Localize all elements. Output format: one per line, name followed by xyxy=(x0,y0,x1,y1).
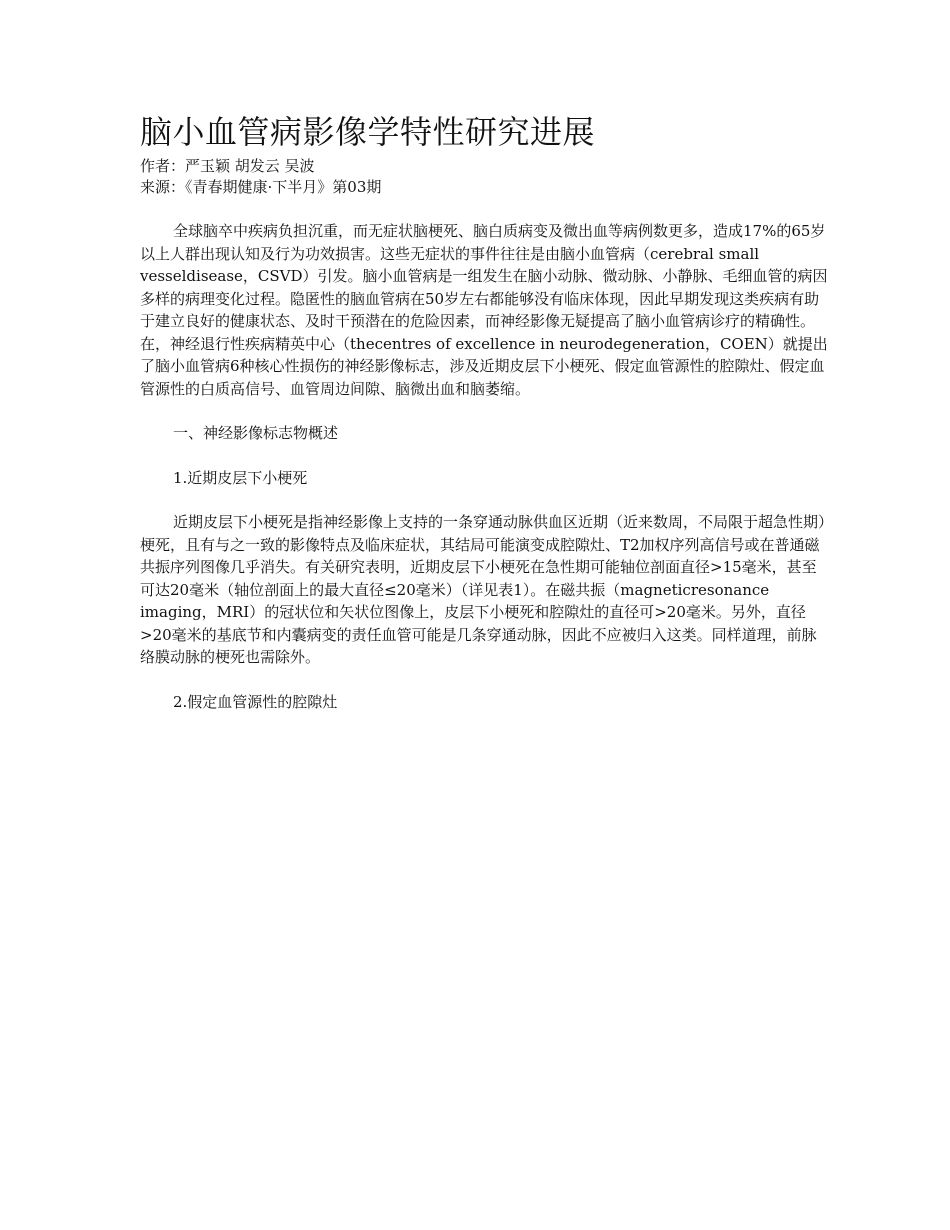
subsection-heading-lacunes: 2.假定血管源性的腔隙灶 xyxy=(173,692,338,711)
source-line: 来源：《青春期健康·下半月》第03期 xyxy=(140,178,382,196)
intro-paragraph: 全球脑卒中疾病负担沉重，而无症状脑梗死、脑白质病变及微出血等病例数更多，造成17%的65岁以上人群出现认知及行为功效损害。这些无症状的事件往往是由脑小血管病（cerebral small vesseldisease，CSVD）引发。脑小血管病是一组发生在脑小动脉、微动脉、小静脉、毛细血管的病因多样的病理变化过程。隐匿性的脑血管病在50岁左右都能够没有临床体现，因此早期发现这类疾病有助于建立良好的健康状态、及时干预潜在的危险因素，而神经影像无疑提高了脑小血管病诊疗的精确性。在，神经退行性疾病精英中心（thecentres of excellence in neurodegeneration，COEN）就提出了脑小血管病6种核心性损伤的神经影像标志，涉及近期皮层下小梗死、假定血管源性的腔隙灶、假定血管源性的白质高信号、血管周边间隙、脑微出血和脑萎缩。 xyxy=(140,222,828,398)
article-title: 脑小血管病影像学特性研究进展 xyxy=(140,113,596,151)
subsection-heading-recent-infarct: 1.近期皮层下小梗死 xyxy=(173,468,308,487)
section-heading-overview: 一、神经影像标志物概述 xyxy=(173,424,339,442)
author-line: 作者：严玉颖 胡发云 吴波 xyxy=(140,157,315,175)
article-meta xyxy=(140,156,830,198)
recent-infarct-paragraph: 近期皮层下小梗死是指神经影像上支持的一条穿通动脉供血区近期（近来数周，不局限于超急性期）梗死，且有与之一致的影像特点及临床症状，其结局可能演变成腔隙灶、T2加权序列高信号或在普通磁共振序列图像几乎消失。有关研究表明，近期皮层下小梗死在急性期可能轴位剖面直径>15毫米，甚至可达20毫米（轴位剖面上的最大直径≤20毫米）（详见表1）。在磁共振（magneticresonance imaging，MRI）的冠状位和矢状位图像上，皮层下小梗死和腔隙灶的直径可>20毫米。另外，直径>20毫米的基底节和内囊病变的责任血管可能是几条穿通动脉，因此不应被归入这类。同样道理，前脉络膜动脉的梗死也需除外。 xyxy=(140,513,826,666)
document-page xyxy=(140,110,830,735)
